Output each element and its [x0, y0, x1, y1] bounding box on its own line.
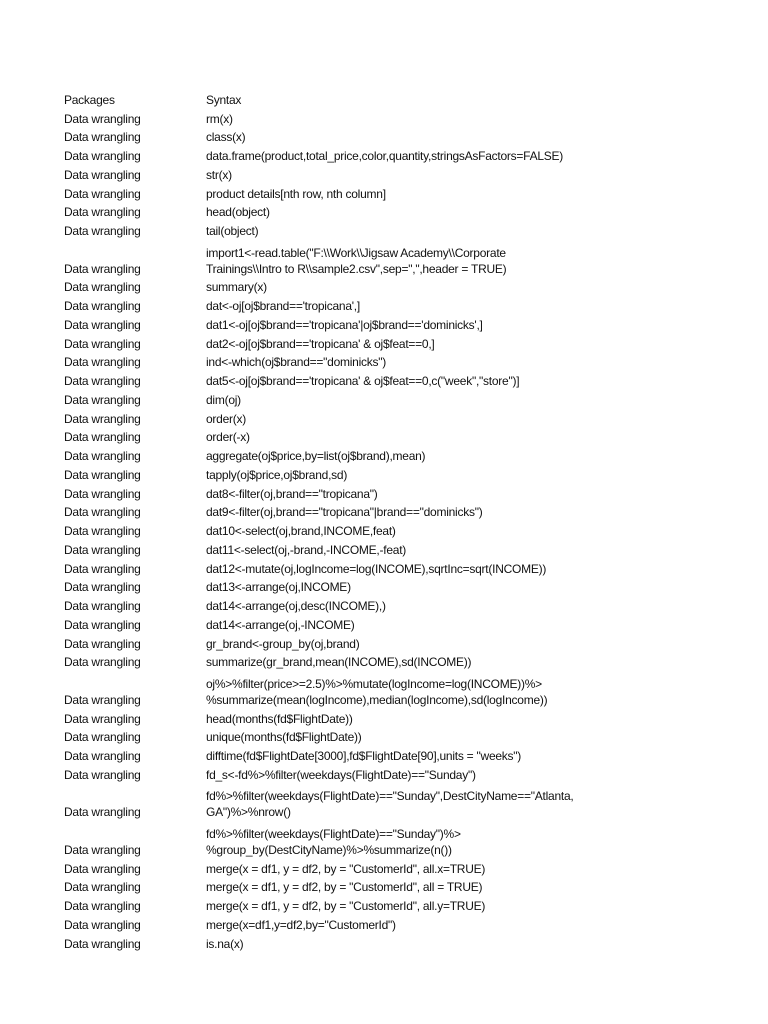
- table-row: [64, 108, 573, 127]
- syntax-cell: dat5<-oj[oj$brand=='tropicana' & oj$feat==0,c("week","store")]: [206, 374, 520, 388]
- syntax-cell: head(months(fd$FlightDate)): [206, 711, 353, 726]
- package-cell: Data wrangling: [64, 299, 141, 313]
- table-row: [64, 820, 573, 858]
- syntax-cell: unique(months(fd$FlightDate)): [206, 730, 362, 745]
- table-row: [64, 708, 573, 727]
- table-row: [64, 183, 573, 202]
- package-cell: Data wrangling: [64, 392, 141, 407]
- syntax-cell: head(object): [206, 205, 270, 220]
- table-row: [64, 577, 573, 596]
- package-cell: Data wrangling: [64, 899, 141, 913]
- package-cell: Data wrangling: [64, 130, 141, 145]
- table-row: [64, 202, 573, 221]
- syntax-cell: dat2<-oj[oj$brand=='tropicana' & oj$feat==0,]: [206, 336, 435, 351]
- table-row: [64, 877, 573, 896]
- syntax-cell: order(x): [206, 411, 247, 426]
- package-cell: Data wrangling: [64, 205, 141, 220]
- syntax-cell: summary(x): [206, 280, 267, 295]
- table-row: [64, 239, 573, 277]
- package-cell: Data wrangling: [64, 842, 141, 857]
- package-cell: Data wrangling: [64, 336, 141, 351]
- package-cell: Data wrangling: [64, 186, 141, 201]
- package-cell: Data wrangling: [64, 749, 141, 763]
- syntax-cell: aggregate(oj$price,by=list(oj$brand),mean): [206, 449, 426, 463]
- package-cell: Data wrangling: [64, 580, 141, 595]
- syntax-cell: class(x): [206, 130, 246, 145]
- syntax-cell: merge(x = df1, y = df2, by = "CustomerId", all.y=TRUE): [206, 899, 486, 913]
- table-row: [64, 558, 573, 577]
- syntax-cell: dat14<-arrange(oj,desc(INCOME),): [206, 599, 386, 613]
- table-row: [64, 895, 573, 914]
- table-row: [64, 914, 573, 933]
- package-cell: Data wrangling: [64, 430, 141, 445]
- table-row: [64, 445, 573, 464]
- header-packages: Packages: [64, 92, 115, 107]
- package-cell: Data wrangling: [64, 617, 141, 632]
- package-cell: Data wrangling: [64, 261, 141, 276]
- package-cell: Data wrangling: [64, 711, 141, 726]
- header-syntax: Syntax: [206, 92, 242, 107]
- syntax-cell: dat9<-filter(oj,brand=="tropicana"|brand=="dominicks"): [206, 505, 483, 520]
- header-row: [64, 89, 573, 108]
- syntax-cell: dat1<-oj[oj$brand=='tropicana'|oj$brand=='dominicks',]: [206, 317, 483, 332]
- table-row: [64, 389, 573, 408]
- package-cell: Data wrangling: [64, 542, 141, 557]
- table-row: [64, 370, 573, 389]
- syntax-cell: dat10<-select(oj,brand,INCOME,feat): [206, 524, 396, 538]
- package-cell: Data wrangling: [64, 111, 141, 126]
- table-row: [64, 352, 573, 371]
- syntax-cell: ind<-which(oj$brand=="dominicks"): [206, 355, 387, 370]
- table-row: [64, 464, 573, 483]
- syntax-cell: dat<-oj[oj$brand=='tropicana',]: [206, 299, 360, 313]
- package-cell: Data wrangling: [64, 692, 141, 707]
- package-cell: Data wrangling: [64, 655, 141, 670]
- package-cell: Data wrangling: [64, 917, 141, 932]
- package-cell: Data wrangling: [64, 317, 141, 332]
- table-row: [64, 164, 573, 183]
- package-cell: Data wrangling: [64, 636, 141, 651]
- table-row: [64, 764, 573, 783]
- table-row: [64, 127, 573, 146]
- syntax-cell: data.frame(product,total_price,color,quantity,stringsAsFactors=FALSE): [206, 149, 564, 163]
- table-row: [64, 220, 573, 239]
- package-cell: Data wrangling: [64, 730, 141, 745]
- syntax-cell: import1<-read.table("F:\\Work\\Jigsaw Academy\\Corporate Trainings\\Intro to R\\sample2.csv",sep=",",header = TRUE): [206, 245, 507, 276]
- syntax-cell: dat14<-arrange(oj,-INCOME): [206, 617, 355, 632]
- syntax-cell: rm(x): [206, 111, 233, 126]
- package-cell: Data wrangling: [64, 167, 141, 182]
- package-cell: Data wrangling: [64, 505, 141, 520]
- syntax-cell: is.na(x): [206, 936, 244, 951]
- syntax-cell: dat13<-arrange(oj,INCOME): [206, 580, 351, 595]
- package-cell: Data wrangling: [64, 224, 141, 238]
- syntax-cell: product details[nth row, nth column]: [206, 186, 386, 201]
- table-row: [64, 933, 573, 952]
- package-cell: Data wrangling: [64, 355, 141, 370]
- syntax-cell: merge(x = df1, y = df2, by = "CustomerId", all = TRUE): [206, 880, 483, 895]
- table-row: [64, 333, 573, 352]
- table-row: [64, 502, 573, 521]
- syntax-cell: difftime(fd$FlightDate[3000],fd$FlightDate[90],units = "weeks"): [206, 749, 522, 763]
- syntax-cell: merge(x=df1,y=df2,by="CustomerId"): [206, 917, 396, 932]
- table-row: [64, 520, 573, 539]
- syntax-cell: tapply(oj$price,oj$brand,sd): [206, 467, 348, 482]
- syntax-cell: summarize(gr_brand,mean(INCOME),sd(INCOME)): [206, 655, 472, 670]
- syntax-cell: dim(oj): [206, 392, 241, 407]
- syntax-cell: dat12<-mutate(oj,logIncome=log(INCOME),sqrtInc=sqrt(INCOME)): [206, 561, 547, 576]
- package-cell: Data wrangling: [64, 880, 141, 895]
- package-cell: Data wrangling: [64, 280, 141, 295]
- table-row: [64, 783, 573, 821]
- syntax-cell: fd%>%filter(weekdays(FlightDate)=="Sunday",DestCityName=="Atlanta, GA")%>%nrow(): [206, 789, 574, 820]
- table-row: [64, 408, 573, 427]
- syntax-cell: tail(object): [206, 224, 259, 238]
- table-row: [64, 652, 573, 671]
- syntax-cell: order(-x): [206, 430, 250, 445]
- package-cell: Data wrangling: [64, 486, 141, 501]
- table-row: [64, 595, 573, 614]
- package-cell: Data wrangling: [64, 374, 141, 388]
- r-syntax-table: [64, 89, 573, 952]
- package-cell: Data wrangling: [64, 599, 141, 613]
- table-row: [64, 277, 573, 296]
- table-row: [64, 314, 573, 333]
- syntax-cell: gr_brand<-group_by(oj,brand): [206, 636, 360, 651]
- package-cell: Data wrangling: [64, 149, 141, 163]
- table-row: [64, 483, 573, 502]
- syntax-cell: fd%>%filter(weekdays(FlightDate)=="Sunday")%> %group_by(DestCityName)%>%summarize(n()): [206, 826, 461, 857]
- table-row: [64, 633, 573, 652]
- table-row: [64, 745, 573, 764]
- package-cell: Data wrangling: [64, 467, 141, 482]
- package-cell: Data wrangling: [64, 861, 141, 876]
- package-cell: Data wrangling: [64, 767, 141, 782]
- table-row: [64, 858, 573, 877]
- package-cell: Data wrangling: [64, 524, 141, 538]
- package-cell: Data wrangling: [64, 411, 141, 426]
- syntax-cell: dat11<-select(oj,-brand,-INCOME,-feat): [206, 542, 407, 557]
- package-cell: Data wrangling: [64, 561, 141, 576]
- table-row: [64, 614, 573, 633]
- syntax-cell: dat8<-filter(oj,brand=="tropicana"): [206, 486, 378, 501]
- package-cell: Data wrangling: [64, 449, 141, 463]
- syntax-cell: fd_s<-fd%>%filter(weekdays(FlightDate)=="Sunday"): [206, 767, 476, 782]
- table-row: [64, 670, 573, 708]
- syntax-cell: merge(x = df1, y = df2, by = "CustomerId", all.x=TRUE): [206, 861, 486, 876]
- table-row: [64, 727, 573, 746]
- syntax-cell: str(x): [206, 167, 232, 182]
- table-row: [64, 145, 573, 164]
- table-row: [64, 295, 573, 314]
- package-cell: Data wrangling: [64, 805, 141, 820]
- table-row: [64, 539, 573, 558]
- table-row: [64, 427, 573, 446]
- syntax-cell: oj%>%filter(price>=2.5)%>%mutate(logIncome=log(INCOME))%> %summarize(mean(logIncome),median(logIncome),sd(logIncome)): [206, 676, 548, 707]
- package-cell: Data wrangling: [64, 936, 141, 951]
